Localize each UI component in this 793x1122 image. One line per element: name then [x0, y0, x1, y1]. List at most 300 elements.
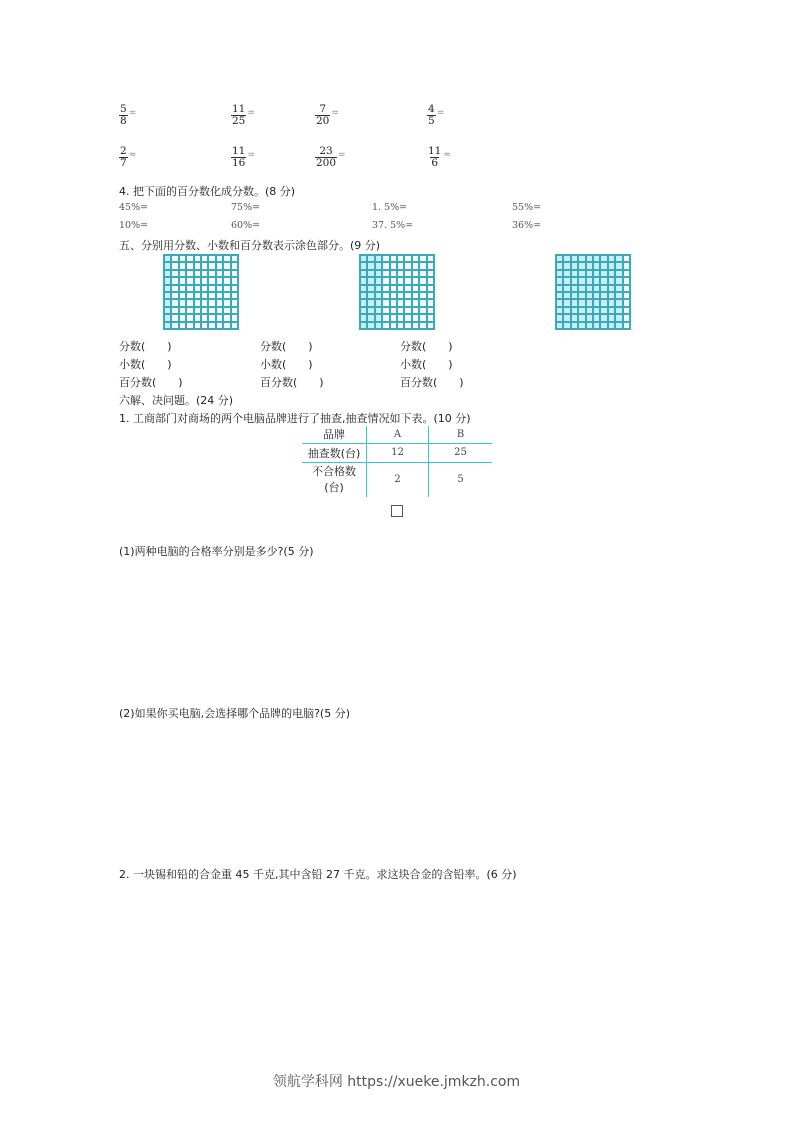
- grid-cell: [223, 277, 230, 284]
- grid-cell: [419, 307, 426, 314]
- grid-cell: [563, 322, 570, 329]
- grid-cell: [397, 262, 404, 269]
- answer-fraction-1: 分数( ): [119, 340, 172, 353]
- operator: =: [331, 107, 339, 118]
- grid-cell: [600, 292, 607, 299]
- grid-cell: [382, 262, 389, 269]
- grid-cell: [360, 314, 367, 321]
- grid-cell: [404, 292, 411, 299]
- grid-cell: [216, 277, 223, 284]
- grid-cell: [615, 270, 622, 277]
- grid-cell: [375, 292, 382, 299]
- grid-cell: [223, 270, 230, 277]
- grid-cell: [600, 314, 607, 321]
- grid-cell: [223, 322, 230, 329]
- grid-cell: [360, 299, 367, 306]
- grid-cell: [600, 322, 607, 329]
- grid-cell: [382, 277, 389, 284]
- answer-fraction-2: 分数( ): [260, 340, 313, 353]
- grid-cell: [419, 277, 426, 284]
- grid-cell: [427, 262, 434, 269]
- grid-cell: [593, 292, 600, 299]
- grid-cell: [586, 262, 593, 269]
- grid-cell: [600, 299, 607, 306]
- grid-cell: [556, 322, 563, 329]
- grid-cell: [390, 307, 397, 314]
- grid-cell: [571, 255, 578, 262]
- grid-cell: [382, 322, 389, 329]
- hundred-grid-2: [359, 254, 435, 330]
- grid-cell: [593, 255, 600, 262]
- numerator: 11: [428, 145, 442, 157]
- grid-cell: [186, 285, 193, 292]
- grid-cell: [208, 255, 215, 262]
- grid-cell: [404, 299, 411, 306]
- grid-cell: [194, 322, 201, 329]
- grid-cell: [427, 292, 434, 299]
- percent-item: 36%=: [512, 220, 542, 231]
- grid-cell: [556, 285, 563, 292]
- grid-cell: [367, 292, 374, 299]
- grid-cell: [615, 277, 622, 284]
- grid-cell: [397, 285, 404, 292]
- grid-cell: [179, 322, 186, 329]
- operator: =: [128, 107, 137, 118]
- grid-cell: [571, 292, 578, 299]
- denominator: 5: [428, 115, 435, 127]
- grid-cell: [208, 285, 215, 292]
- grid-cell: [164, 285, 171, 292]
- grid-cell: [404, 322, 411, 329]
- grid-cell: [194, 299, 201, 306]
- grid-cell: [171, 322, 178, 329]
- grid-cell: [171, 262, 178, 269]
- grid-cell: [179, 262, 186, 269]
- grid-cell: [164, 314, 171, 321]
- grid-cell: [404, 307, 411, 314]
- grid-cell: [404, 255, 411, 262]
- fraction-item: [427, 146, 451, 169]
- percent-item: 1. 5%=: [372, 202, 408, 213]
- grid-cell: [404, 277, 411, 284]
- percent-item: 55%=: [512, 202, 542, 213]
- grid-cell: [593, 277, 600, 284]
- grid-cell: [608, 270, 615, 277]
- grid-cell: [367, 307, 374, 314]
- grid-cell: [419, 299, 426, 306]
- grid-cell: [375, 299, 382, 306]
- grid-cell: [404, 270, 411, 277]
- grid-cell: [208, 314, 215, 321]
- grid-cell: [390, 285, 397, 292]
- table-row: [302, 462, 492, 497]
- checkbox-icon[interactable]: [391, 505, 403, 517]
- percent-item: 60%=: [231, 220, 261, 231]
- grid-cell: [231, 277, 238, 284]
- grid-cell: [186, 277, 193, 284]
- grid-cell: [427, 314, 434, 321]
- grid-cell: [623, 307, 630, 314]
- grid-cell: [231, 262, 238, 269]
- grid-cell: [390, 255, 397, 262]
- grid-cell: [563, 277, 570, 284]
- grid-cell: [231, 299, 238, 306]
- grid-cell: [208, 299, 215, 306]
- grid-cell: [223, 314, 230, 321]
- grid-cell: [375, 307, 382, 314]
- grid-cell: [623, 322, 630, 329]
- grid-cell: [201, 277, 208, 284]
- grid-cell: [412, 299, 419, 306]
- grid-cell: [397, 299, 404, 306]
- row-label-inspected: 抽查数(台): [302, 443, 367, 462]
- grid-cell: [593, 322, 600, 329]
- grid-cell: [556, 314, 563, 321]
- grid-cell: [397, 270, 404, 277]
- grid-cell: [164, 262, 171, 269]
- grid-cell: [427, 277, 434, 284]
- grid-cell: [208, 322, 215, 329]
- percent-item: 45%=: [119, 202, 149, 213]
- grid-cell: [390, 277, 397, 284]
- grid-cell: [578, 255, 585, 262]
- grid-cell: [216, 270, 223, 277]
- answer-percent-3: 百分数( ): [400, 376, 464, 389]
- grid-cell: [397, 255, 404, 262]
- table-row: [302, 443, 492, 462]
- fraction-item: [315, 104, 339, 127]
- grid-cell: [179, 285, 186, 292]
- grid-cell: [360, 277, 367, 284]
- operator: =: [436, 107, 445, 118]
- grid-cell: [360, 307, 367, 314]
- grid-cell: [600, 307, 607, 314]
- grid-cell: [382, 270, 389, 277]
- grid-cell: [593, 285, 600, 292]
- grid-cell: [201, 285, 208, 292]
- grid-cell: [563, 270, 570, 277]
- grid-cell: [367, 314, 374, 321]
- grid-cell: [578, 285, 585, 292]
- grid-cell: [571, 299, 578, 306]
- grid-cell: [164, 277, 171, 284]
- denominator: 200: [316, 157, 337, 169]
- grid-cell: [615, 307, 622, 314]
- grid-cell: [404, 262, 411, 269]
- grid-cell: [201, 255, 208, 262]
- grid-cell: [586, 314, 593, 321]
- grid-cell: [179, 307, 186, 314]
- grid-cell: [231, 314, 238, 321]
- denominator: 25: [232, 115, 246, 127]
- grid-cell: [375, 285, 382, 292]
- grid-cell: [419, 285, 426, 292]
- grid-cell: [571, 270, 578, 277]
- grid-cell: [201, 270, 208, 277]
- grid-cell: [367, 299, 374, 306]
- question-1-sub-2: (2)如果你买电脑,会选择哪个品牌的电脑?(5 分): [119, 707, 350, 720]
- grid-cell: [367, 322, 374, 329]
- row-label-line2: (台): [324, 480, 344, 494]
- grid-cell: [194, 292, 201, 299]
- grid-cell: [412, 292, 419, 299]
- grid-cell: [179, 255, 186, 262]
- grid-cell: [563, 299, 570, 306]
- denominator: 20: [316, 115, 330, 127]
- grid-cell: [623, 314, 630, 321]
- grid-cell: [201, 314, 208, 321]
- fraction-item: [427, 104, 444, 127]
- operator: ≈: [128, 149, 137, 160]
- numerator: 4: [428, 103, 435, 115]
- operator: ≈: [443, 149, 451, 160]
- grid-cell: [171, 307, 178, 314]
- grid-cell: [171, 277, 178, 284]
- grid-cell: [367, 262, 374, 269]
- grid-cell: [194, 285, 201, 292]
- grid-cell: [563, 262, 570, 269]
- grid-cell: [171, 270, 178, 277]
- grid-cell: [608, 255, 615, 262]
- grid-cell: [608, 307, 615, 314]
- grid-cell: [623, 277, 630, 284]
- grid-cell: [419, 292, 426, 299]
- grid-cell: [623, 285, 630, 292]
- grid-cell: [390, 262, 397, 269]
- grid-cell: [578, 322, 585, 329]
- grid-cell: [382, 314, 389, 321]
- grid-cell: [412, 307, 419, 314]
- grid-cell: [367, 270, 374, 277]
- grid-cell: [171, 314, 178, 321]
- grid-cell: [223, 285, 230, 292]
- question-1-text: 1. 工商部门对商场的两个电脑品牌进行了抽查,抽查情况如下表。(10 分): [119, 412, 471, 425]
- grid-cell: [194, 270, 201, 277]
- grid-cell: [593, 262, 600, 269]
- grid-cell: [223, 262, 230, 269]
- grid-cell: [216, 314, 223, 321]
- answer-decimal-1: 小数( ): [119, 358, 172, 371]
- grid-cell: [216, 307, 223, 314]
- numerator: 23: [319, 145, 333, 157]
- grid-cell: [419, 314, 426, 321]
- grid-cell: [201, 299, 208, 306]
- grid-cell: [419, 322, 426, 329]
- grid-cell: [556, 299, 563, 306]
- question-1-sub-1: (1)两种电脑的合格率分别是多少?(5 分): [119, 545, 314, 558]
- grid-cell: [571, 277, 578, 284]
- grid-cell: [382, 307, 389, 314]
- grid-cell: [360, 292, 367, 299]
- grid-cell: [186, 292, 193, 299]
- numerator: 5: [120, 103, 127, 115]
- grid-cell: [586, 322, 593, 329]
- grid-cell: [404, 314, 411, 321]
- grid-cell: [367, 255, 374, 262]
- grid-cell: [427, 285, 434, 292]
- grid-cell: [171, 292, 178, 299]
- grid-cell: [194, 307, 201, 314]
- grid-cell: [201, 292, 208, 299]
- grid-cell: [571, 307, 578, 314]
- row-label-defective: [302, 462, 367, 497]
- grid-cell: [586, 285, 593, 292]
- grid-cell: [615, 322, 622, 329]
- grid-cell: [231, 285, 238, 292]
- grid-cell: [615, 299, 622, 306]
- grid-cell: [382, 292, 389, 299]
- footer-watermark: 领航学科网 https://xueke.jmkzh.com: [272, 1074, 521, 1090]
- grid-cell: [382, 285, 389, 292]
- grid-cell: [623, 270, 630, 277]
- grid-cell: [367, 277, 374, 284]
- grid-cell: [223, 255, 230, 262]
- answer-decimal-3: 小数( ): [400, 358, 453, 371]
- grid-cell: [563, 292, 570, 299]
- answer-fraction-3: 分数( ): [400, 340, 453, 353]
- fraction-item: [231, 104, 255, 127]
- grid-cell: [419, 270, 426, 277]
- grid-cell: [164, 299, 171, 306]
- grid-cell: [231, 270, 238, 277]
- grid-cell: [360, 262, 367, 269]
- grid-cell: [623, 292, 630, 299]
- grid-cell: [201, 262, 208, 269]
- hundred-grid-3: [555, 254, 631, 330]
- grid-cell: [231, 255, 238, 262]
- grid-cell: [216, 255, 223, 262]
- grid-cell: [608, 299, 615, 306]
- grid-cell: [171, 255, 178, 262]
- grid-cell: [208, 277, 215, 284]
- answer-percent-2: 百分数( ): [260, 376, 324, 389]
- grid-cell: [216, 285, 223, 292]
- grid-cell: [608, 314, 615, 321]
- grid-cell: [593, 299, 600, 306]
- grid-cell: [419, 262, 426, 269]
- grid-cell: [179, 314, 186, 321]
- grid-cell: [571, 262, 578, 269]
- grid-cell: [360, 322, 367, 329]
- grid-cell: [571, 322, 578, 329]
- grid-cell: [164, 292, 171, 299]
- grid-cell: [412, 277, 419, 284]
- grid-cell: [360, 270, 367, 277]
- grid-cell: [608, 292, 615, 299]
- table-header-a: A: [367, 426, 429, 443]
- grid-cell: [412, 314, 419, 321]
- grid-cell: [171, 285, 178, 292]
- grid-cell: [208, 307, 215, 314]
- grid-cell: [578, 270, 585, 277]
- grid-cell: [600, 255, 607, 262]
- grid-cell: [608, 262, 615, 269]
- section-4-title: 4. 把下面的百分数化成分数。(8 分): [119, 185, 296, 198]
- fraction-item: [119, 146, 136, 169]
- denominator: 8: [120, 115, 127, 127]
- table-header-row: [302, 426, 492, 443]
- grid-cell: [194, 262, 201, 269]
- grid-cell: [556, 307, 563, 314]
- grid-cell: [571, 285, 578, 292]
- fraction-item: [119, 104, 136, 127]
- grid-cell: [608, 277, 615, 284]
- grid-cell: [186, 262, 193, 269]
- grid-cell: [623, 299, 630, 306]
- grid-cell: [578, 314, 585, 321]
- operator: =: [247, 107, 255, 118]
- grid-cell: [586, 307, 593, 314]
- grid-cell: [608, 322, 615, 329]
- grid-cell: [600, 270, 607, 277]
- grid-cell: [397, 292, 404, 299]
- grid-cell: [179, 270, 186, 277]
- denominator: 16: [232, 157, 246, 169]
- grid-cell: [412, 285, 419, 292]
- grid-cell: [164, 307, 171, 314]
- grid-cell: [223, 307, 230, 314]
- percent-item: 37. 5%=: [372, 220, 414, 231]
- grid-cell: [367, 285, 374, 292]
- operator: =: [247, 149, 255, 160]
- grid-cell: [615, 314, 622, 321]
- grid-cell: [578, 292, 585, 299]
- grid-cell: [563, 285, 570, 292]
- hundred-grid-1: [163, 254, 239, 330]
- grid-cell: [390, 299, 397, 306]
- grid-cell: [231, 322, 238, 329]
- grid-cell: [360, 285, 367, 292]
- grid-cell: [427, 307, 434, 314]
- grid-cell: [186, 314, 193, 321]
- cell-b-inspected: 25: [454, 447, 467, 458]
- grid-cell: [186, 307, 193, 314]
- grid-cell: [375, 322, 382, 329]
- grid-cell: [600, 285, 607, 292]
- grid-cell: [397, 314, 404, 321]
- grid-cell: [608, 285, 615, 292]
- grid-cell: [563, 314, 570, 321]
- grid-cell: [397, 277, 404, 284]
- grid-cell: [201, 307, 208, 314]
- grid-cell: [556, 262, 563, 269]
- grid-cell: [216, 322, 223, 329]
- grid-cell: [375, 277, 382, 284]
- grid-cell: [208, 262, 215, 269]
- grid-cell: [231, 292, 238, 299]
- table-header-b: B: [456, 428, 465, 440]
- grid-cell: [390, 292, 397, 299]
- grid-cell: [231, 307, 238, 314]
- operator: =: [338, 149, 346, 160]
- cell-a-defective: 2: [367, 462, 429, 497]
- inspection-table: [302, 426, 492, 497]
- grid-cell: [412, 322, 419, 329]
- grid-cell: [412, 262, 419, 269]
- percent-item: 75%=: [231, 202, 261, 213]
- numerator: 7: [319, 103, 327, 115]
- grid-cell: [615, 285, 622, 292]
- section-6-title: 六解、决问题。(24 分): [119, 394, 234, 407]
- grid-cell: [179, 277, 186, 284]
- grid-cell: [164, 322, 171, 329]
- grid-cell: [390, 314, 397, 321]
- grid-cell: [375, 255, 382, 262]
- grid-cell: [563, 255, 570, 262]
- table-header-brand: 品牌: [302, 426, 367, 443]
- grid-cell: [186, 322, 193, 329]
- grid-cell: [586, 255, 593, 262]
